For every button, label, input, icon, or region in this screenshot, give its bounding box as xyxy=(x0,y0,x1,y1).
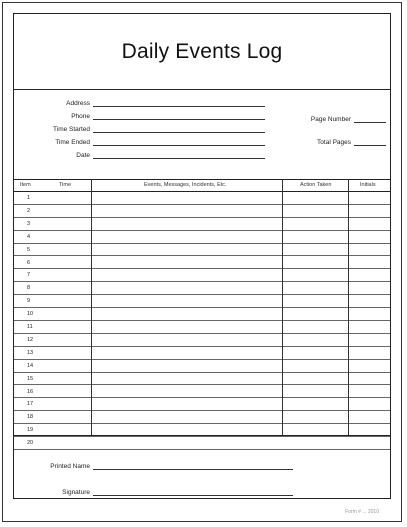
row-number: 8 xyxy=(27,285,31,292)
info-section xyxy=(14,89,390,180)
date-field[interactable] xyxy=(24,147,265,159)
row-number: 11 xyxy=(27,324,33,330)
date-line[interactable] xyxy=(93,149,265,159)
header-time: Time xyxy=(59,182,72,188)
table-row[interactable] xyxy=(14,346,390,360)
table-row[interactable] xyxy=(14,243,390,257)
row-number: 1 xyxy=(27,195,31,201)
time-ended-field[interactable] xyxy=(24,134,265,146)
header-events: Events, Messages, Incidents, Etc. xyxy=(144,182,227,188)
address-label: Address xyxy=(66,100,90,107)
date-label: Date xyxy=(76,152,90,159)
phone-line[interactable] xyxy=(93,110,265,120)
row-number: 6 xyxy=(27,259,31,266)
row-number: 13 xyxy=(27,349,34,356)
form-frame xyxy=(13,13,391,499)
header-action: Action Taken xyxy=(300,182,332,188)
page-number-field[interactable] xyxy=(296,111,386,123)
table-row[interactable] xyxy=(14,281,390,295)
form-title: Daily Events Log xyxy=(121,39,283,63)
title-box xyxy=(14,14,390,90)
table-row[interactable] xyxy=(14,410,390,424)
row-number: 3 xyxy=(27,220,31,227)
address-line[interactable] xyxy=(93,97,265,107)
form-footer: Form # ... 2010 xyxy=(345,509,379,515)
total-pages-label: Total Pages xyxy=(317,139,351,146)
table-row[interactable] xyxy=(14,397,390,411)
table-row[interactable] xyxy=(14,191,390,205)
row-number: 2 xyxy=(27,207,31,214)
table-row[interactable] xyxy=(14,307,390,321)
printed-name-label: Printed Name xyxy=(50,463,90,470)
table-row[interactable] xyxy=(14,320,390,334)
row-number: 9 xyxy=(27,298,31,305)
row-number: 20 xyxy=(27,440,34,447)
signature-label: Signature xyxy=(62,489,90,496)
table-row[interactable] xyxy=(14,359,390,373)
signature-field[interactable] xyxy=(24,484,293,496)
column-divider xyxy=(282,179,283,435)
time-started-field[interactable] xyxy=(24,121,265,133)
total-pages-field[interactable] xyxy=(296,134,386,146)
signature-section xyxy=(14,435,390,498)
table-row[interactable] xyxy=(14,333,390,347)
table-row[interactable] xyxy=(14,372,390,386)
row-number: 10 xyxy=(27,311,34,318)
time-started-label: Time Started xyxy=(53,126,90,133)
time-ended-line[interactable] xyxy=(93,136,265,146)
form-sheet xyxy=(2,2,402,522)
row-number: 12 xyxy=(27,336,34,343)
total-pages-line[interactable] xyxy=(354,136,386,146)
phone-label: Phone xyxy=(71,113,90,120)
column-divider xyxy=(91,179,92,435)
table-row[interactable] xyxy=(14,294,390,308)
table-row[interactable] xyxy=(14,230,390,244)
page-number-line[interactable] xyxy=(354,113,386,123)
row-number: 5 xyxy=(27,246,31,253)
address-field[interactable] xyxy=(24,95,265,107)
row-number: 14 xyxy=(27,362,34,369)
events-table xyxy=(14,179,390,447)
time-started-line[interactable] xyxy=(93,123,265,133)
row-number: 4 xyxy=(27,233,31,240)
time-ended-label: Time Ended xyxy=(55,139,90,146)
table-row[interactable] xyxy=(14,204,390,218)
row-number: 16 xyxy=(27,388,34,395)
table-row[interactable] xyxy=(14,217,390,231)
row-number: 7 xyxy=(27,272,31,279)
column-divider xyxy=(348,179,349,435)
printed-name-line[interactable] xyxy=(93,460,293,470)
table-row[interactable] xyxy=(14,256,390,270)
row-number: 19 xyxy=(27,427,34,434)
row-number: 18 xyxy=(27,414,34,421)
table-row[interactable] xyxy=(14,385,390,399)
row-number: 15 xyxy=(27,375,34,382)
page-number-label: Page Number xyxy=(310,116,351,123)
header-item: Item xyxy=(20,182,31,188)
header-initials: Initials xyxy=(360,182,376,188)
phone-field[interactable] xyxy=(24,108,265,120)
printed-name-field[interactable] xyxy=(24,458,293,470)
signature-line[interactable] xyxy=(93,486,293,496)
table-row[interactable] xyxy=(14,268,390,282)
row-number: 17 xyxy=(27,401,34,408)
